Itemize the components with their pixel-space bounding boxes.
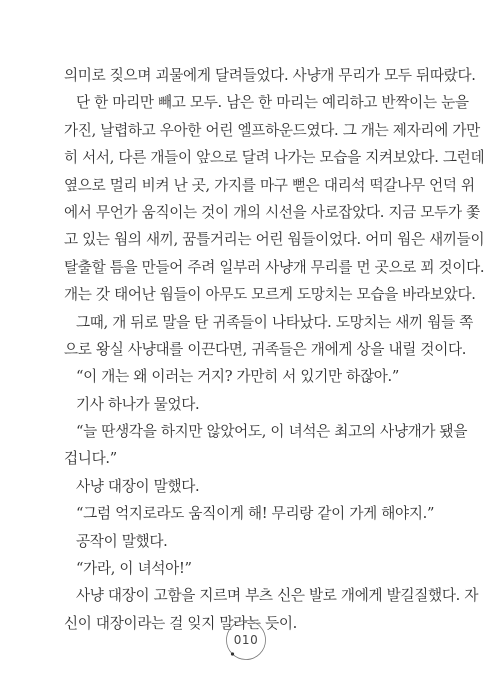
text-line: 신이 대장이라는 걸 잊지 말라는 듯이. — [64, 614, 297, 632]
text-line: 단 한 마리만 빼고 모두. 남은 한 마리는 예리하고 반짝이는 눈을 — [76, 94, 469, 112]
text-line: 기사 하나가 물었다. — [76, 395, 200, 413]
text-line: 그때, 개 뒤로 말을 탄 귀족들이 나타났다. 도망치는 새끼 웜들 쪽 — [76, 313, 474, 331]
text-line: 사냥 대장이 고함을 지르며 부츠 신은 발로 개에게 발길질했다. 자 — [76, 587, 479, 605]
text-line: 겁니다.” — [64, 450, 117, 468]
text-line: 에서 무언가 움직이는 것이 개의 시선을 사로잡았다. 지금 모두가 쫓 — [64, 203, 480, 221]
text-line: 고 있는 웜의 새끼, 꿈틀거리는 어린 웜들이었다. 어미 웜은 새끼들이 — [64, 231, 485, 249]
text-line: 탈출할 틈을 만들어 주려 일부러 사냥개 무리를 먼 곳으로 꾀 것이다. — [64, 258, 485, 276]
text-line: “가라, 이 녀석아!” — [76, 560, 192, 578]
text-line: 사냥 대장이 말했다. — [76, 477, 200, 495]
page-number-badge — [225, 619, 267, 661]
text-line: “그럼 억지로라도 움직이게 해! 무리랑 같이 가게 해야지.” — [76, 505, 435, 523]
text-line: 개는 갓 태어난 웜들이 아무도 모르게 도망치는 모습을 바라보았다. — [64, 286, 476, 304]
body-text — [64, 62, 485, 637]
text-line: “이 개는 왜 이러는 거지? 가만히 서 있기만 하잖아.” — [76, 368, 400, 386]
text-line: 의미로 짖으며 괴물에게 달려들었다. 사냥개 무리가 모두 뒤따랐다. — [64, 67, 476, 84]
text-line: 히 서서, 다른 개들이 앞으로 달려 나가는 모습을 지켜보았다. 그런데 — [64, 149, 485, 167]
text-line: “늘 딴생각을 하지만 않았어도, 이 녀석은 최고의 사냥개가 됐을 — [76, 423, 468, 441]
text-line: 가진, 날렵하고 우아한 어린 엘프하운드였다. 그 개는 제자리에 가만 — [64, 121, 480, 139]
text-line: 옆으로 멀리 비켜 난 곳, 가지를 마구 뻗은 대리석 떡갈나무 언덕 위 — [64, 176, 475, 194]
page-number: 010 — [233, 633, 259, 647]
text-line: 공작이 말했다. — [76, 532, 168, 550]
text-line: 으로 왕실 사냥대를 이끈다면, 귀족들은 개에게 상을 내릴 것이다. — [64, 340, 467, 358]
